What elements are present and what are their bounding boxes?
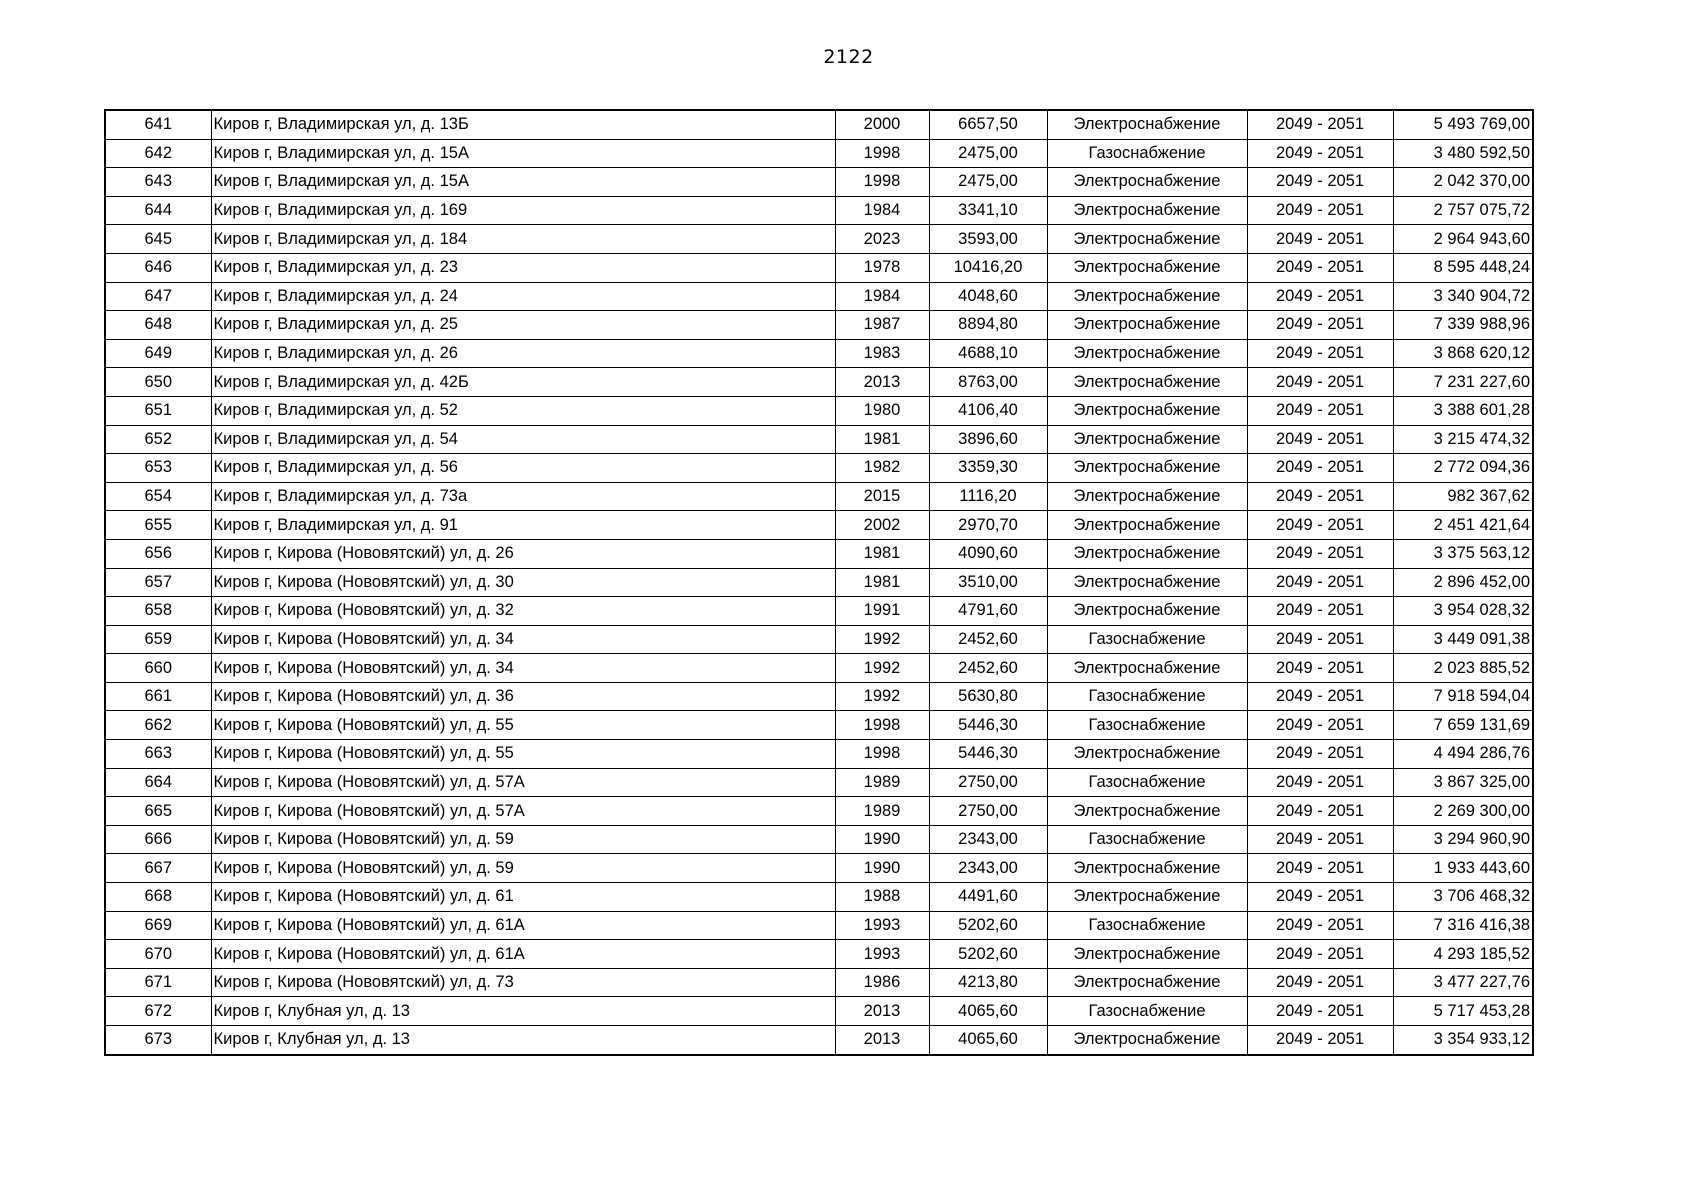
cost-cell: 3 477 227,76 — [1393, 968, 1533, 997]
year-cell: 2013 — [835, 1026, 929, 1055]
address-cell: Киров г, Владимирская ул, д. 169 — [211, 196, 835, 225]
row-number-cell: 658 — [105, 597, 211, 626]
area-cell: 4791,60 — [929, 597, 1047, 626]
year-cell: 1982 — [835, 454, 929, 483]
service-type-cell: Электроснабжение — [1047, 1026, 1247, 1055]
cost-cell: 1 933 443,60 — [1393, 854, 1533, 883]
data-table — [104, 109, 1534, 1056]
area-cell: 3896,60 — [929, 425, 1047, 454]
area-cell: 3510,00 — [929, 568, 1047, 597]
period-cell: 2049 - 2051 — [1247, 711, 1393, 740]
cost-cell: 2 896 452,00 — [1393, 568, 1533, 597]
service-type-cell: Газоснабжение — [1047, 911, 1247, 940]
period-cell: 2049 - 2051 — [1247, 511, 1393, 540]
row-number-cell: 647 — [105, 282, 211, 311]
address-cell: Киров г, Владимирская ул, д. 54 — [211, 425, 835, 454]
period-cell: 2049 - 2051 — [1247, 968, 1393, 997]
year-cell: 1998 — [835, 168, 929, 197]
area-cell: 2452,60 — [929, 625, 1047, 654]
period-cell: 2049 - 2051 — [1247, 825, 1393, 854]
period-cell: 2049 - 2051 — [1247, 797, 1393, 826]
period-cell: 2049 - 2051 — [1247, 911, 1393, 940]
cost-cell: 8 595 448,24 — [1393, 253, 1533, 282]
table-row — [105, 425, 1533, 454]
row-number-cell: 641 — [105, 110, 211, 139]
address-cell: Киров г, Владимирская ул, д. 52 — [211, 396, 835, 425]
service-type-cell: Газоснабжение — [1047, 711, 1247, 740]
period-cell: 2049 - 2051 — [1247, 168, 1393, 197]
cost-cell: 2 042 370,00 — [1393, 168, 1533, 197]
row-number-cell: 665 — [105, 797, 211, 826]
service-type-cell: Электроснабжение — [1047, 482, 1247, 511]
year-cell: 1993 — [835, 911, 929, 940]
period-cell: 2049 - 2051 — [1247, 682, 1393, 711]
table-row — [105, 311, 1533, 340]
row-number-cell: 670 — [105, 940, 211, 969]
cost-cell: 4 494 286,76 — [1393, 740, 1533, 769]
table-row — [105, 854, 1533, 883]
row-number-cell: 644 — [105, 196, 211, 225]
row-number-cell: 660 — [105, 654, 211, 683]
area-cell: 4090,60 — [929, 539, 1047, 568]
cost-cell: 2 757 075,72 — [1393, 196, 1533, 225]
address-cell: Киров г, Владимирская ул, д. 73а — [211, 482, 835, 511]
cost-cell: 3 215 474,32 — [1393, 425, 1533, 454]
cost-cell: 3 706 468,32 — [1393, 883, 1533, 912]
cost-cell: 3 868 620,12 — [1393, 339, 1533, 368]
row-number-cell: 646 — [105, 253, 211, 282]
year-cell: 1992 — [835, 682, 929, 711]
address-cell: Киров г, Владимирская ул, д. 24 — [211, 282, 835, 311]
address-cell: Киров г, Кирова (Нововятский) ул, д. 61А — [211, 911, 835, 940]
address-cell: Киров г, Владимирская ул, д. 23 — [211, 253, 835, 282]
address-cell: Киров г, Владимирская ул, д. 26 — [211, 339, 835, 368]
row-number-cell: 651 — [105, 396, 211, 425]
area-cell: 2343,00 — [929, 825, 1047, 854]
address-cell: Киров г, Кирова (Нововятский) ул, д. 61А — [211, 940, 835, 969]
year-cell: 1992 — [835, 625, 929, 654]
area-cell: 4213,80 — [929, 968, 1047, 997]
service-type-cell: Электроснабжение — [1047, 883, 1247, 912]
area-cell: 4106,40 — [929, 396, 1047, 425]
area-cell: 1116,20 — [929, 482, 1047, 511]
service-type-cell: Электроснабжение — [1047, 539, 1247, 568]
table-row — [105, 740, 1533, 769]
table-row — [105, 825, 1533, 854]
year-cell: 1983 — [835, 339, 929, 368]
period-cell: 2049 - 2051 — [1247, 539, 1393, 568]
cost-cell: 2 772 094,36 — [1393, 454, 1533, 483]
service-type-cell: Электроснабжение — [1047, 854, 1247, 883]
period-cell: 2049 - 2051 — [1247, 396, 1393, 425]
year-cell: 1984 — [835, 282, 929, 311]
year-cell: 1993 — [835, 940, 929, 969]
service-type-cell: Электроснабжение — [1047, 168, 1247, 197]
area-cell: 4491,60 — [929, 883, 1047, 912]
period-cell: 2049 - 2051 — [1247, 225, 1393, 254]
address-cell: Киров г, Кирова (Нововятский) ул, д. 59 — [211, 854, 835, 883]
year-cell: 1989 — [835, 768, 929, 797]
row-number-cell: 671 — [105, 968, 211, 997]
address-cell: Киров г, Клубная ул, д. 13 — [211, 997, 835, 1026]
period-cell: 2049 - 2051 — [1247, 482, 1393, 511]
address-cell: Киров г, Кирова (Нововятский) ул, д. 73 — [211, 968, 835, 997]
year-cell: 1986 — [835, 968, 929, 997]
service-type-cell: Электроснабжение — [1047, 253, 1247, 282]
area-cell: 2750,00 — [929, 797, 1047, 826]
cost-cell: 2 269 300,00 — [1393, 797, 1533, 826]
address-cell: Киров г, Владимирская ул, д. 15А — [211, 139, 835, 168]
row-number-cell: 667 — [105, 854, 211, 883]
cost-cell: 3 375 563,12 — [1393, 539, 1533, 568]
service-type-cell: Газоснабжение — [1047, 768, 1247, 797]
area-cell: 10416,20 — [929, 253, 1047, 282]
area-cell: 2970,70 — [929, 511, 1047, 540]
service-type-cell: Электроснабжение — [1047, 511, 1247, 540]
period-cell: 2049 - 2051 — [1247, 940, 1393, 969]
service-type-cell: Электроснабжение — [1047, 282, 1247, 311]
cost-cell: 3 340 904,72 — [1393, 282, 1533, 311]
address-cell: Киров г, Клубная ул, д. 13 — [211, 1026, 835, 1055]
period-cell: 2049 - 2051 — [1247, 997, 1393, 1026]
address-cell: Киров г, Владимирская ул, д. 91 — [211, 511, 835, 540]
cost-cell: 7 339 988,96 — [1393, 311, 1533, 340]
period-cell: 2049 - 2051 — [1247, 339, 1393, 368]
service-type-cell: Электроснабжение — [1047, 968, 1247, 997]
service-type-cell: Электроснабжение — [1047, 110, 1247, 139]
row-number-cell: 642 — [105, 139, 211, 168]
area-cell: 8763,00 — [929, 368, 1047, 397]
period-cell: 2049 - 2051 — [1247, 196, 1393, 225]
row-number-cell: 657 — [105, 568, 211, 597]
service-type-cell: Газоснабжение — [1047, 825, 1247, 854]
row-number-cell: 663 — [105, 740, 211, 769]
service-type-cell: Электроснабжение — [1047, 454, 1247, 483]
year-cell: 1978 — [835, 253, 929, 282]
period-cell: 2049 - 2051 — [1247, 883, 1393, 912]
row-number-cell: 643 — [105, 168, 211, 197]
row-number-cell: 656 — [105, 539, 211, 568]
year-cell: 1998 — [835, 711, 929, 740]
cost-cell: 7 316 416,38 — [1393, 911, 1533, 940]
area-cell: 2750,00 — [929, 768, 1047, 797]
area-cell: 8894,80 — [929, 311, 1047, 340]
table-row — [105, 368, 1533, 397]
address-cell: Киров г, Кирова (Нововятский) ул, д. 26 — [211, 539, 835, 568]
table-row — [105, 225, 1533, 254]
period-cell: 2049 - 2051 — [1247, 654, 1393, 683]
address-cell: Киров г, Кирова (Нововятский) ул, д. 55 — [211, 740, 835, 769]
year-cell: 1981 — [835, 539, 929, 568]
table-row — [105, 168, 1533, 197]
year-cell: 1980 — [835, 396, 929, 425]
service-type-cell: Электроснабжение — [1047, 740, 1247, 769]
table-row — [105, 682, 1533, 711]
cost-cell: 3 867 325,00 — [1393, 768, 1533, 797]
table-row — [105, 940, 1533, 969]
table-row — [105, 997, 1533, 1026]
table-row — [105, 768, 1533, 797]
service-type-cell: Электроснабжение — [1047, 396, 1247, 425]
address-cell: Киров г, Кирова (Нововятский) ул, д. 34 — [211, 654, 835, 683]
period-cell: 2049 - 2051 — [1247, 454, 1393, 483]
cost-cell: 3 354 933,12 — [1393, 1026, 1533, 1055]
period-cell: 2049 - 2051 — [1247, 854, 1393, 883]
table-row — [105, 282, 1533, 311]
address-cell: Киров г, Кирова (Нововятский) ул, д. 36 — [211, 682, 835, 711]
table-body — [105, 110, 1533, 1055]
table-row — [105, 454, 1533, 483]
year-cell: 2002 — [835, 511, 929, 540]
year-cell: 1981 — [835, 568, 929, 597]
year-cell: 1989 — [835, 797, 929, 826]
year-cell: 1984 — [835, 196, 929, 225]
year-cell: 2000 — [835, 110, 929, 139]
service-type-cell: Газоснабжение — [1047, 682, 1247, 711]
address-cell: Киров г, Владимирская ул, д. 15А — [211, 168, 835, 197]
service-type-cell: Электроснабжение — [1047, 225, 1247, 254]
table-row — [105, 883, 1533, 912]
area-cell: 2475,00 — [929, 139, 1047, 168]
service-type-cell: Электроснабжение — [1047, 797, 1247, 826]
period-cell: 2049 - 2051 — [1247, 282, 1393, 311]
service-type-cell: Электроснабжение — [1047, 940, 1247, 969]
period-cell: 2049 - 2051 — [1247, 740, 1393, 769]
area-cell: 4688,10 — [929, 339, 1047, 368]
area-cell: 5446,30 — [929, 740, 1047, 769]
year-cell: 2023 — [835, 225, 929, 254]
cost-cell: 4 293 185,52 — [1393, 940, 1533, 969]
period-cell: 2049 - 2051 — [1247, 625, 1393, 654]
address-cell: Киров г, Кирова (Нововятский) ул, д. 57А — [211, 768, 835, 797]
row-number-cell: 659 — [105, 625, 211, 654]
year-cell: 2013 — [835, 997, 929, 1026]
table-row — [105, 511, 1533, 540]
table-row — [105, 1026, 1533, 1055]
service-type-cell: Электроснабжение — [1047, 425, 1247, 454]
service-type-cell: Электроснабжение — [1047, 568, 1247, 597]
address-cell: Киров г, Кирова (Нововятский) ул, д. 59 — [211, 825, 835, 854]
service-type-cell: Газоснабжение — [1047, 139, 1247, 168]
area-cell: 4065,60 — [929, 997, 1047, 1026]
period-cell: 2049 - 2051 — [1247, 597, 1393, 626]
service-type-cell: Электроснабжение — [1047, 311, 1247, 340]
table-row — [105, 253, 1533, 282]
row-number-cell: 664 — [105, 768, 211, 797]
cost-cell: 3 294 960,90 — [1393, 825, 1533, 854]
table-row — [105, 797, 1533, 826]
year-cell: 1988 — [835, 883, 929, 912]
table-row — [105, 597, 1533, 626]
row-number-cell: 654 — [105, 482, 211, 511]
cost-cell: 7 659 131,69 — [1393, 711, 1533, 740]
area-cell: 2343,00 — [929, 854, 1047, 883]
row-number-cell: 650 — [105, 368, 211, 397]
address-cell: Киров г, Кирова (Нововятский) ул, д. 61 — [211, 883, 835, 912]
area-cell: 6657,50 — [929, 110, 1047, 139]
address-cell: Киров г, Владимирская ул, д. 56 — [211, 454, 835, 483]
address-cell: Киров г, Владимирская ул, д. 13Б — [211, 110, 835, 139]
table-row — [105, 968, 1533, 997]
table-row — [105, 196, 1533, 225]
period-cell: 2049 - 2051 — [1247, 768, 1393, 797]
area-cell: 5446,30 — [929, 711, 1047, 740]
area-cell: 3359,30 — [929, 454, 1047, 483]
table-row — [105, 482, 1533, 511]
area-cell: 3593,00 — [929, 225, 1047, 254]
page-number: 2122 — [823, 46, 874, 68]
area-cell: 4048,60 — [929, 282, 1047, 311]
table-row — [105, 625, 1533, 654]
table-row — [105, 110, 1533, 139]
period-cell: 2049 - 2051 — [1247, 368, 1393, 397]
service-type-cell: Электроснабжение — [1047, 597, 1247, 626]
cost-cell: 2 451 421,64 — [1393, 511, 1533, 540]
year-cell: 1998 — [835, 740, 929, 769]
row-number-cell: 666 — [105, 825, 211, 854]
table-row — [105, 539, 1533, 568]
row-number-cell: 648 — [105, 311, 211, 340]
address-cell: Киров г, Владимирская ул, д. 25 — [211, 311, 835, 340]
row-number-cell: 668 — [105, 883, 211, 912]
cost-cell: 7 918 594,04 — [1393, 682, 1533, 711]
service-type-cell: Газоснабжение — [1047, 625, 1247, 654]
cost-cell: 3 449 091,38 — [1393, 625, 1533, 654]
cost-cell: 3 388 601,28 — [1393, 396, 1533, 425]
cost-cell: 7 231 227,60 — [1393, 368, 1533, 397]
service-type-cell: Электроснабжение — [1047, 368, 1247, 397]
address-cell: Киров г, Владимирская ул, д. 42Б — [211, 368, 835, 397]
area-cell: 5202,60 — [929, 940, 1047, 969]
period-cell: 2049 - 2051 — [1247, 139, 1393, 168]
table-row — [105, 654, 1533, 683]
row-number-cell: 649 — [105, 339, 211, 368]
table-row — [105, 568, 1533, 597]
area-cell: 3341,10 — [929, 196, 1047, 225]
year-cell: 2015 — [835, 482, 929, 511]
table-row — [105, 396, 1533, 425]
row-number-cell: 645 — [105, 225, 211, 254]
address-cell: Киров г, Кирова (Нововятский) ул, д. 34 — [211, 625, 835, 654]
address-cell: Киров г, Кирова (Нововятский) ул, д. 30 — [211, 568, 835, 597]
row-number-cell: 661 — [105, 682, 211, 711]
address-cell: Киров г, Владимирская ул, д. 184 — [211, 225, 835, 254]
area-cell: 2475,00 — [929, 168, 1047, 197]
period-cell: 2049 - 2051 — [1247, 110, 1393, 139]
period-cell: 2049 - 2051 — [1247, 1026, 1393, 1055]
year-cell: 1987 — [835, 311, 929, 340]
year-cell: 1990 — [835, 825, 929, 854]
service-type-cell: Электроснабжение — [1047, 196, 1247, 225]
period-cell: 2049 - 2051 — [1247, 425, 1393, 454]
row-number-cell: 662 — [105, 711, 211, 740]
period-cell: 2049 - 2051 — [1247, 568, 1393, 597]
cost-cell: 5 493 769,00 — [1393, 110, 1533, 139]
year-cell: 1981 — [835, 425, 929, 454]
cost-cell: 3 480 592,50 — [1393, 139, 1533, 168]
area-cell: 4065,60 — [929, 1026, 1047, 1055]
row-number-cell: 655 — [105, 511, 211, 540]
service-type-cell: Газоснабжение — [1047, 997, 1247, 1026]
cost-cell: 5 717 453,28 — [1393, 997, 1533, 1026]
cost-cell: 3 954 028,32 — [1393, 597, 1533, 626]
year-cell: 1991 — [835, 597, 929, 626]
row-number-cell: 653 — [105, 454, 211, 483]
row-number-cell: 672 — [105, 997, 211, 1026]
address-cell: Киров г, Кирова (Нововятский) ул, д. 55 — [211, 711, 835, 740]
address-cell: Киров г, Кирова (Нововятский) ул, д. 32 — [211, 597, 835, 626]
row-number-cell: 673 — [105, 1026, 211, 1055]
table-row — [105, 339, 1533, 368]
cost-cell: 2 964 943,60 — [1393, 225, 1533, 254]
table-row — [105, 911, 1533, 940]
year-cell: 1992 — [835, 654, 929, 683]
period-cell: 2049 - 2051 — [1247, 253, 1393, 282]
year-cell: 2013 — [835, 368, 929, 397]
area-cell: 5202,60 — [929, 911, 1047, 940]
row-number-cell: 652 — [105, 425, 211, 454]
cost-cell: 2 023 885,52 — [1393, 654, 1533, 683]
table-row — [105, 139, 1533, 168]
area-cell: 2452,60 — [929, 654, 1047, 683]
year-cell: 1990 — [835, 854, 929, 883]
service-type-cell: Электроснабжение — [1047, 654, 1247, 683]
service-type-cell: Электроснабжение — [1047, 339, 1247, 368]
year-cell: 1998 — [835, 139, 929, 168]
table-row — [105, 711, 1533, 740]
area-cell: 5630,80 — [929, 682, 1047, 711]
address-cell: Киров г, Кирова (Нововятский) ул, д. 57А — [211, 797, 835, 826]
cost-cell: 982 367,62 — [1393, 482, 1533, 511]
row-number-cell: 669 — [105, 911, 211, 940]
period-cell: 2049 - 2051 — [1247, 311, 1393, 340]
